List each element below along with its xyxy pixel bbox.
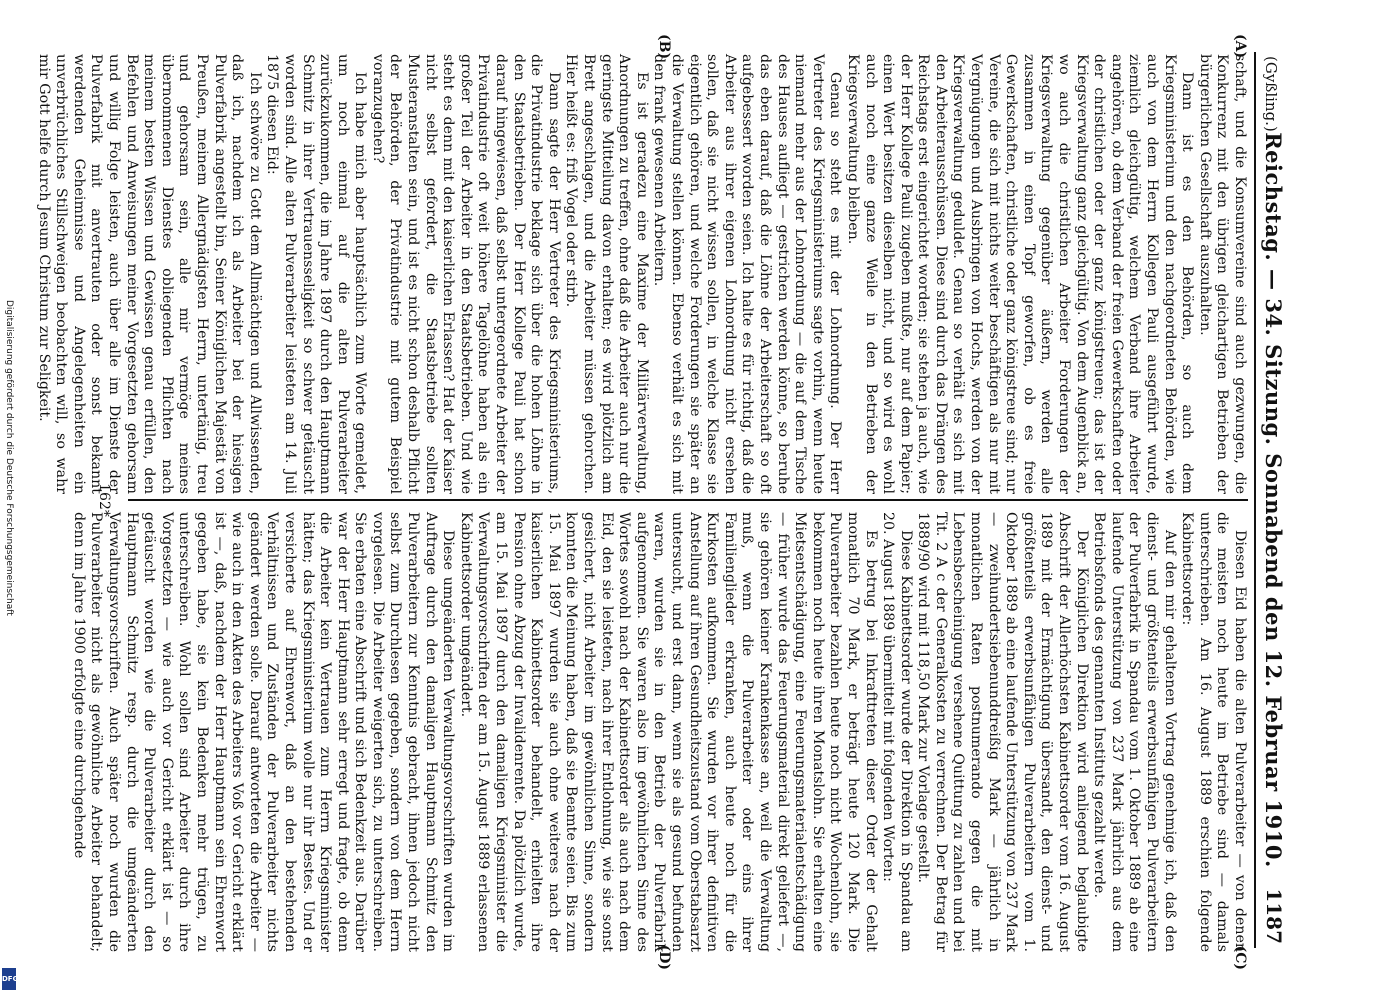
paragraph: schaft, und die Konsumvereine sind auch gezwungen, die Konkurrenz mit den übrigen gleichartigen Betrieben der bürgerlichen Gesellschaft auszuhalten. (1196, 54, 1248, 494)
right-column (69, 512, 1248, 952)
column-divider (128, 499, 1248, 501)
margin-mark-d: (D) (655, 944, 672, 970)
oath-text: Ich schwöre zu Gott dem Allmächtigen und Allwissenden, daß ich, nachdem ich als Arbeiter bei der hiesigen Pulverfabrik angestellt bin, Seiner Königlichen Majestät von Preußen, meinem Allergnädigsten Herrn, untertänig, treu und gehorsam sein, alle mir vermöge meines übernommenen Dienstes obliegenden Pflichten nach meinem besten Wissen und Gewissen genau erfüllen, den Befehlen und Anweisungen meiner Vorgesetzten gehorsam und willig Folge leisten, auch über alle im Dienste der Pulverfabrik mit anvertrauten oder sonst bekannt werdenden Geheimnisse und Angelegenheiten ein unverbrüchliches Stillschweigen beobachten will, so wahr mir Gott helfe durch Jesum Christum zur Seligkeit. (35, 54, 263, 494)
dfg-logo: DFG (2, 968, 16, 990)
signature-number: 162* (95, 483, 112, 517)
paragraph: Genau so steht es mit der Lohnordnung. Der Herr Vertreter des Kriegsministeriums sagte vorhin, wenn heute niemand mehr aus der Lohnordnung — die auf dem Tische des Hauses aufliegt — gestrichen werden könne, so beruhe das eben darauf, daß die Löhne der Arbeiterschaft so oft aufgebessert worden seien. Ich halte es für richtig, daß die Arbeiter aus ihrer eigenen Lohnordnung nicht ersehen sollen, daß sie nicht wissen sollen, in welche Klasse sie eigentlich gehören, und welche Forderungen sie später an die Verwaltung stellen können. Ebenso verhält es sich mit den frank gewesenen Arbeitern. (650, 54, 843, 494)
paragraph: Diesen Eid haben die alten Pulverarbeiter — von denen die meisten noch heute im Betriebe sind — damals unterschrieben. Am 16. August 1889 erschien folgende Kabinettsorder: (1178, 512, 1248, 952)
page-header (1254, 52, 1290, 948)
page-title: Reichstag. — 34. Sitzung. Sonnabend den 12. Februar 1910. (1260, 132, 1286, 868)
rotated-document-page (35, 30, 1312, 970)
margin-mark-a: (A) (1231, 34, 1248, 59)
page-number: 1187 (1261, 888, 1286, 944)
paragraph: Diese umgeänderten Verwaltungsvorschriften wurden im Auftrage durch den damaligen Hauptmann Schmitz den Pulverarbeitern zur Kenntnis gebracht, ihnen jedoch nicht selbst zum Durchlesen gegeben, sondern von dem Herrn vorgelesen. Die Arbeiter weigerten sich, zu unterschreiben. Sie erbaten eine Abschrift und sich Bedenkzeit aus. Darüber war der Herr Hauptmann sehr erregt und fragte, ob denn die Arbeiter kein Vertrauen zum Herrn Kriegsminister hätten; das Kriegsministerium wolle nur ihr Bestes. Und er versicherte auf Ehrenwort, daß an den bestehenden Verhältnissen und Zuständen der Pulverarbeiter nichts geändert werden solle. Darauf antworteten die Arbeiter — wie auch in den Akten des Arbeiters Voß vor Gericht erklärt ist —, daß, nachdem der Herr Hauptmann sein Ehrenwort gegeben habe, sie kein Bedenken mehr trügen, zu unterschreiben. Wohl sollen sind Arbeiter durch ihre Vorgesetzten — wie auch vor Gericht erklärt ist — so getäuscht worden wie die Pulverarbeiter durch den Hauptmann Schmitz resp. durch die umgeänderten Verwaltungsvorschriften. Auch später noch wurden die Pulverarbeiter nicht als gewöhnliche Arbeiter behandelt; denn im Jahre 1900 erfolgte eine durchgehende (70, 512, 456, 952)
quoted-order: Der Königlichen Direktion wird anliegend beglaubigte Abschrift der Allerhöchsten Kabinettsorder vom 16. August 1889 mit der Ermächtigung übersandt, den dienst- und größtenteils erwerbsunfähigen Pulverarbeitern vom 1. Oktober 1889 ab eine laufende Unterstützung von 237 Mark — zweihundertsiebenunddreißig Mark — jährlich in monatlichen Raten postnumerando gegen die mit Lebensbescheinigung versehene Quittung zu zahlen und bei Tit. 2 A c der Generalkosten zu verrechnen. Der Betrag für 1889/90 wird mit 118,50 Mark zur Vorlage gestellt. (914, 512, 1090, 952)
speaker-label: (Gyßling.) (1261, 56, 1280, 132)
margin-mark-b: (B) (655, 34, 672, 60)
digitization-note-text: Digitalisierung gefördert durch die Deutsche Forschungsgemeinschaft (4, 300, 14, 616)
digitization-note (2, 300, 16, 1000)
paragraph: Ich habe mich aber hauptsächlich zum Worte gemeldet, um noch einmal auf die alten Pulverarbeiter zurückzukommen, die im Jahre 1897 durch den Hauptmann Schmitz in ihrer Vertrauensseligkeit so schwer getäuscht worden sind. Alle alten Pulverarbeiter leisteten am 14. Juli 1875 diesen Eid: (263, 54, 368, 494)
quoted-order: Auf den mir gehaltenen Vortrag genehmige ich, daß den dienst- und größtenteils erwerbsunfähigen Pulverarbeitern der Pulverfabrik in Spandau vom 1. Oktober 1889 ab eine laufende Unterstützung von 237 Mark jährlich aus dem Betriebsfonds des genannten Instituts gezahlt werde. (1090, 512, 1178, 952)
paragraph: Dann sagte der Herr Vertreter des Kriegsministeriums, die Privatindustrie beklage sich über die hohen Löhne in den Staatsbetrieben. Der Herr Kollege Pauli hat schon darauf hingewiesen, daß selbst untergeordnete Arbeiter der Privatindustrie oft weit höhere Tagelöhne haben als ein großer Teil der Arbeiter in den Staatsbetrieben. Und wie steht es denn mit den kaiserlichen Erlassen? Hat der Kaiser nicht selbst gefordert, die Staatsbetriebe sollten Musteranstalten sein, und ist es nicht schon deshalb Pflicht der Behörden, der Privatindustrie mit gutem Beispiel voranzugehen? (369, 54, 562, 494)
paragraph: Dann ist es den Behörden, so auch dem Kriegsministerium und den nachgeordneten Behörden, wie auch von dem Herrn Kollegen Pauli ausgeführt wurde, ziemlich gleichgültig, welchem Verband ihre Arbeiter angehören, ob dem Verband der freien Gewerkschaften oder der christlichen oder der ganz königstreuen; das ist der Kriegsverwaltung ganz gleichgültig. Von dem Augenblick an, wo auch die christlichen Arbeiter Forderungen der Kriegsverwaltung gegenüber äußern, werden alle zusammen in einen Topf geworfen, ob es freie Gewerkschaften, christliche oder ganz königstreue sind; nur Vereine, die sich mit nichts weiter beschäftigen als nur mit Vergnügungen und Ausbringen von Hochs, werden von der Kriegsverwaltung geduldet. Genau so verhält es sich mit den Arbeiterausschüssen. Diese sind durch das Drängen des Reichstags erst eingerichtet worden; sie stehen ja auch, wie der Herr Kollege Pauli zugeben mußte, nur auf dem Papier; einen Wert besitzen dieselben nicht, und so wird es wohl auch noch eine ganze Weile in den Betrieben der Kriegsverwaltung bleiben. (844, 54, 1195, 494)
paragraph: Es ist geradezu eine Maxime der Militärverwaltung, Anordnungen zu treffen, ohne daß die Arbeiter auch nur die geringste Mitteilung davon erhalten; es wird plötzlich am Brett angeschlagen, und die Arbeiter müssen gehorchen. Hier heißt es: friß Vogel oder stirb. (562, 54, 650, 494)
left-column (34, 54, 1248, 494)
paragraph: Diese Kabinettsorder wurde der Direktion in Spandau am 20. August 1889 übermittelt mit folgenden Worten: (879, 512, 914, 952)
paragraph: Es betrug bei Inkrafttreten dieser Order der Gehalt monatlich 70 Mark, er beträgt heute 120 Mark. Die Pulverarbeiter bezahlen heute noch nicht Wochenlohn, sie bekommen noch heute ihren Monatslohn. Sie erhalten eine Mietsentschädigung, eine Feuerungsmaterialentschädigung — früher wurde das Feuerungsmaterial direkt geliefert —, sie gehören keiner Krankenkasse an, weil die Verwaltung muß, wenn die Pulverarbeiter oder eins ihrer Familienglieder erkranken, auch heute noch für die Kurkosten aufkommen. Sie wurden vor ihrer definitiven Anstellung auf ihren Gesundheitszustand vom Oberstabsarzt untersucht, und erst dann, wenn sie als gesund befunden waren, wurden sie in den Betrieb der Pulverfabrik aufgenommen. Sie waren also im gewöhnlichen Sinne des Wortes sowohl nach der Kabinettsorder als auch nach dem Eid, den sie leisteten, nach ihrer Entlohnung, wie sie sonst gesichert, nicht Arbeiter im gewöhnlichen Sinne, sondern konnten die Meinung haben, daß sie Beamte seien. Bis zum 15. Mai 1897 wurden sie auch ohne weiteres nach der kaiserlichen Kabinettsorder behandelt, erhielten ihre Pension ohne Abzug der Invalidenrente. Da plötzlich wurde, am 15. Mai 1897 durch den damaligen Kriegsminister die Verwaltungsvorschriften der am 15. August 1889 erlassenen Kabinettsorder umgeändert. (457, 512, 879, 952)
margin-mark-c: (C) (1231, 945, 1248, 970)
